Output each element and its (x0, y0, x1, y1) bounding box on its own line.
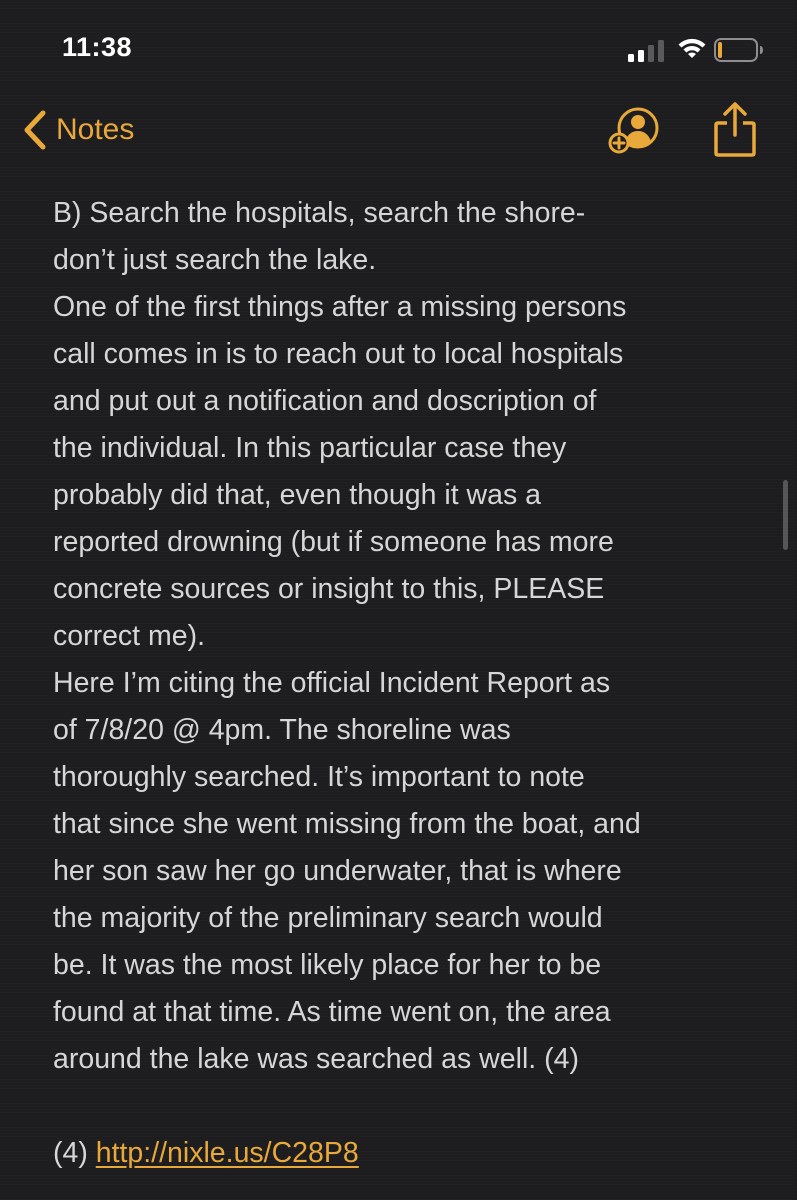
note-line: the individual. In this particular case they (53, 432, 567, 464)
footnote-marker: (4) (53, 1137, 96, 1169)
note-line: be. It was the most likely place for her to be (53, 949, 602, 981)
note-line: the majority of the preliminary search would (53, 902, 603, 934)
note-line: and put out a notification and doscription of (53, 385, 597, 417)
note-line: reported drowning (but if someone has more (53, 526, 614, 558)
note-line: concrete sources or insight to this, PLEASE (53, 573, 605, 605)
chevron-left-icon (22, 110, 48, 150)
note-line: B) Search the hospitals, search the shore- (53, 197, 586, 229)
note-line: found at that time. As time went on, the area (53, 996, 611, 1028)
note-line: One of the first things after a missing persons (53, 291, 627, 323)
status-time: 11:38 (62, 32, 133, 62)
scroll-indicator[interactable] (783, 480, 788, 550)
note-body[interactable] (53, 190, 758, 1177)
share-icon[interactable] (712, 101, 758, 159)
note-line: of 7/8/20 @ 4pm. The shoreline was (53, 714, 511, 746)
back-button[interactable] (22, 105, 134, 155)
note-line: Here I’m citing the official Incident Report as (53, 667, 611, 699)
footnote (53, 1130, 758, 1177)
note-line: correct me). (53, 620, 206, 652)
blank-line (53, 1083, 758, 1130)
cellular-signal-icon (628, 40, 668, 62)
status-bar (0, 0, 797, 90)
battery-icon (714, 38, 764, 62)
note-line: that since she went missing from the boat, and (53, 808, 641, 840)
note-line: call comes in is to reach out to local hospitals (53, 338, 624, 370)
note-line: thoroughly searched. It’s important to note (53, 761, 585, 793)
note-line: don’t just search the lake. (53, 244, 377, 276)
navigation-bar (0, 95, 797, 165)
footnote-link[interactable]: http://nixle.us/C28P8 (95, 1137, 359, 1169)
note-line: around the lake was searched as well. (4) (53, 1043, 579, 1075)
wifi-icon (676, 36, 708, 60)
note-line: her son saw her go underwater, that is where (53, 855, 622, 887)
note-line: probably did that, even though it was a (53, 479, 541, 511)
back-label: Notes (56, 113, 135, 146)
person-add-icon[interactable] (606, 103, 662, 159)
